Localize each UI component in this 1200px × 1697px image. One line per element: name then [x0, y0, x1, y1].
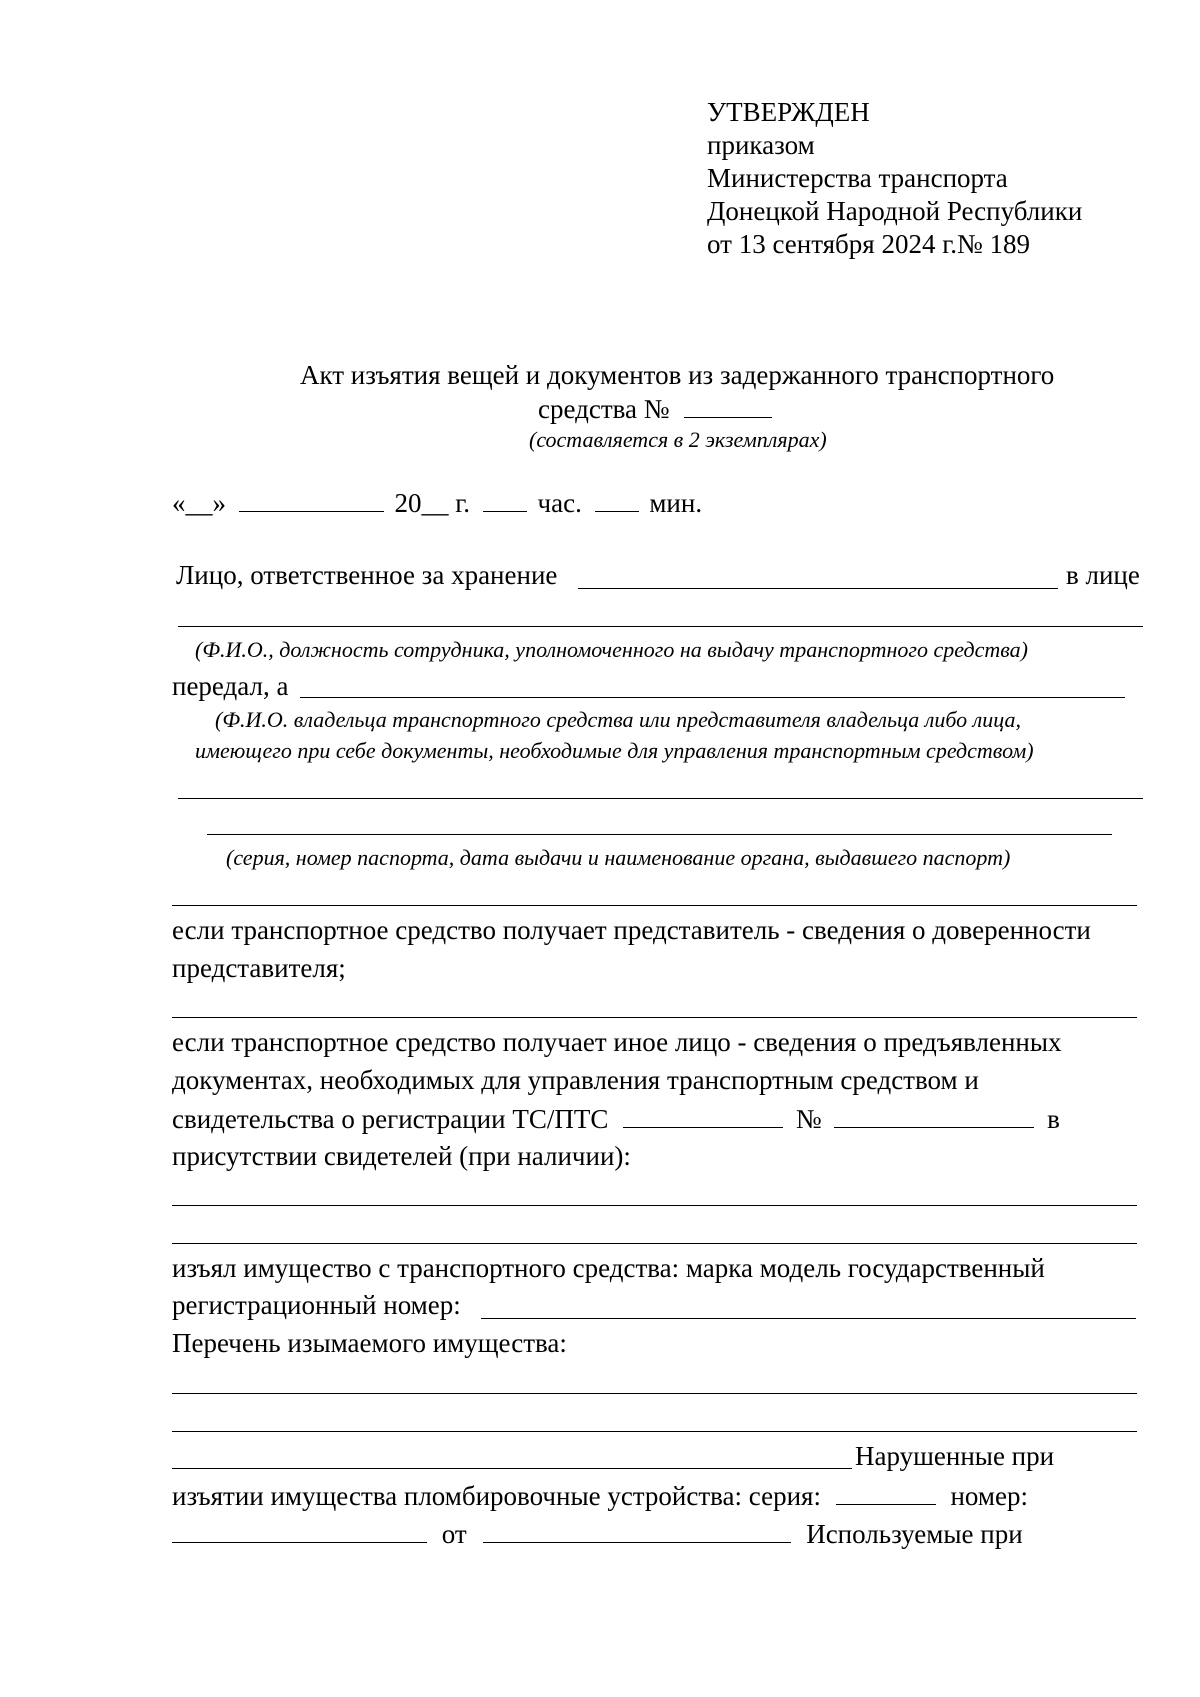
representative-line-1: если транспортное средство получает представитель - сведения о доверенности — [172, 915, 1091, 945]
document-title: Акт изъятия вещей и документов из задержанного транспортного — [300, 360, 1055, 390]
registration-number-blank[interactable] — [834, 1103, 1034, 1128]
responsible-caption: (Ф.И.О., должность сотрудника, уполномоченного на выдачу транспортного средства) — [195, 637, 1028, 662]
approval-republic: Донецкой Народной Республики — [707, 196, 1083, 226]
seals-date-line — [172, 1518, 1023, 1550]
seals-line — [172, 1480, 1028, 1512]
representative-blank[interactable] — [172, 905, 1137, 906]
responsible-label: Лицо, ответственное за хранение — [176, 560, 558, 590]
seals-number-label: номер: — [950, 1481, 1028, 1511]
approval-order: приказом — [707, 130, 815, 160]
transferred-label: передал, а — [172, 671, 289, 701]
title-number-label: средства № — [538, 394, 670, 424]
document-title-line2 — [538, 393, 772, 425]
registration-series-blank[interactable] — [623, 1103, 783, 1128]
broken-seals-label: Нарушенные при — [855, 1441, 1055, 1471]
date-month-blank[interactable] — [239, 487, 384, 512]
date-year: 20__ г. — [394, 488, 471, 518]
date-day: «__» — [172, 488, 226, 518]
property-list-blank-3[interactable] — [172, 1468, 852, 1469]
copies-note: (составляется в 2 экземплярах) — [529, 427, 827, 452]
other-person-line-4: присутствии свидетелей (при наличии): — [172, 1141, 631, 1171]
passport-blank[interactable] — [207, 834, 1112, 835]
property-list-blank-2[interactable] — [172, 1431, 1137, 1432]
seals-series-blank[interactable] — [836, 1480, 936, 1505]
time-hours-blank[interactable] — [483, 487, 527, 512]
transferred-blank[interactable] — [300, 697, 1125, 698]
title-number-blank[interactable] — [684, 393, 772, 418]
time-minutes-label: мин. — [649, 488, 703, 518]
approval-block — [707, 96, 1082, 261]
other-person-line-2: документах, необходимых для управления транспортным средством и — [172, 1065, 979, 1095]
registration-suffix: в — [1047, 1104, 1060, 1134]
seals-from-label: от — [441, 1519, 467, 1549]
other-person-line-3 — [172, 1103, 1060, 1135]
transferred-extra-blank[interactable] — [178, 798, 1143, 799]
time-hours-label: час. — [537, 488, 582, 518]
representative-line-2: представителя; — [172, 953, 346, 983]
witness-blank-2[interactable] — [172, 1243, 1137, 1244]
seizure-line-2: регистрационный номер: — [172, 1290, 461, 1320]
responsible-suffix: в лице — [1066, 560, 1140, 590]
seals-number-blank[interactable] — [172, 1518, 427, 1543]
witness-blank-1[interactable] — [172, 1205, 1137, 1206]
transferred-caption-2: имеющего при себе документы, необходимые для управления транспортным средством) — [195, 738, 1034, 763]
responsible-blank[interactable] — [578, 588, 1058, 589]
seals-date-blank[interactable] — [483, 1518, 791, 1543]
registration-label: свидетельства о регистрации ТС/ПТС — [172, 1104, 609, 1134]
property-list-label: Перечень изымаемого имущества: — [172, 1328, 567, 1358]
date-line — [172, 487, 702, 519]
approval-ministry: Министерства транспорта — [707, 163, 1008, 193]
passport-caption: (серия, номер паспорта, дата выдачи и наименование органа, выдавшего паспорт) — [226, 845, 1011, 870]
other-person-blank[interactable] — [172, 1017, 1137, 1018]
seals-series-label: изъятии имущества пломбировочные устройства: серия: — [172, 1481, 821, 1511]
other-person-line-1: если транспортное средство получает иное лицо - сведения о предъявленных — [172, 1027, 1062, 1057]
time-minutes-blank[interactable] — [595, 487, 639, 512]
approval-date: от 13 сентября 2024 г.№ 189 — [707, 229, 1030, 259]
transferred-caption-1: (Ф.И.О. владельца транспортного средства или представителя владельца либо лица, — [215, 707, 1021, 732]
approval-heading: УТВЕРЖДЕН — [707, 97, 870, 127]
seizure-line-1: изъял имущество с транспортного средства: марка модель государственный — [172, 1253, 1045, 1283]
responsible-person-blank[interactable] — [178, 626, 1143, 627]
registration-plate-blank[interactable] — [481, 1318, 1136, 1319]
registration-number-sign: № — [795, 1104, 822, 1134]
used-seals-label: Используемые при — [806, 1519, 1023, 1549]
property-list-blank-1[interactable] — [172, 1393, 1137, 1394]
